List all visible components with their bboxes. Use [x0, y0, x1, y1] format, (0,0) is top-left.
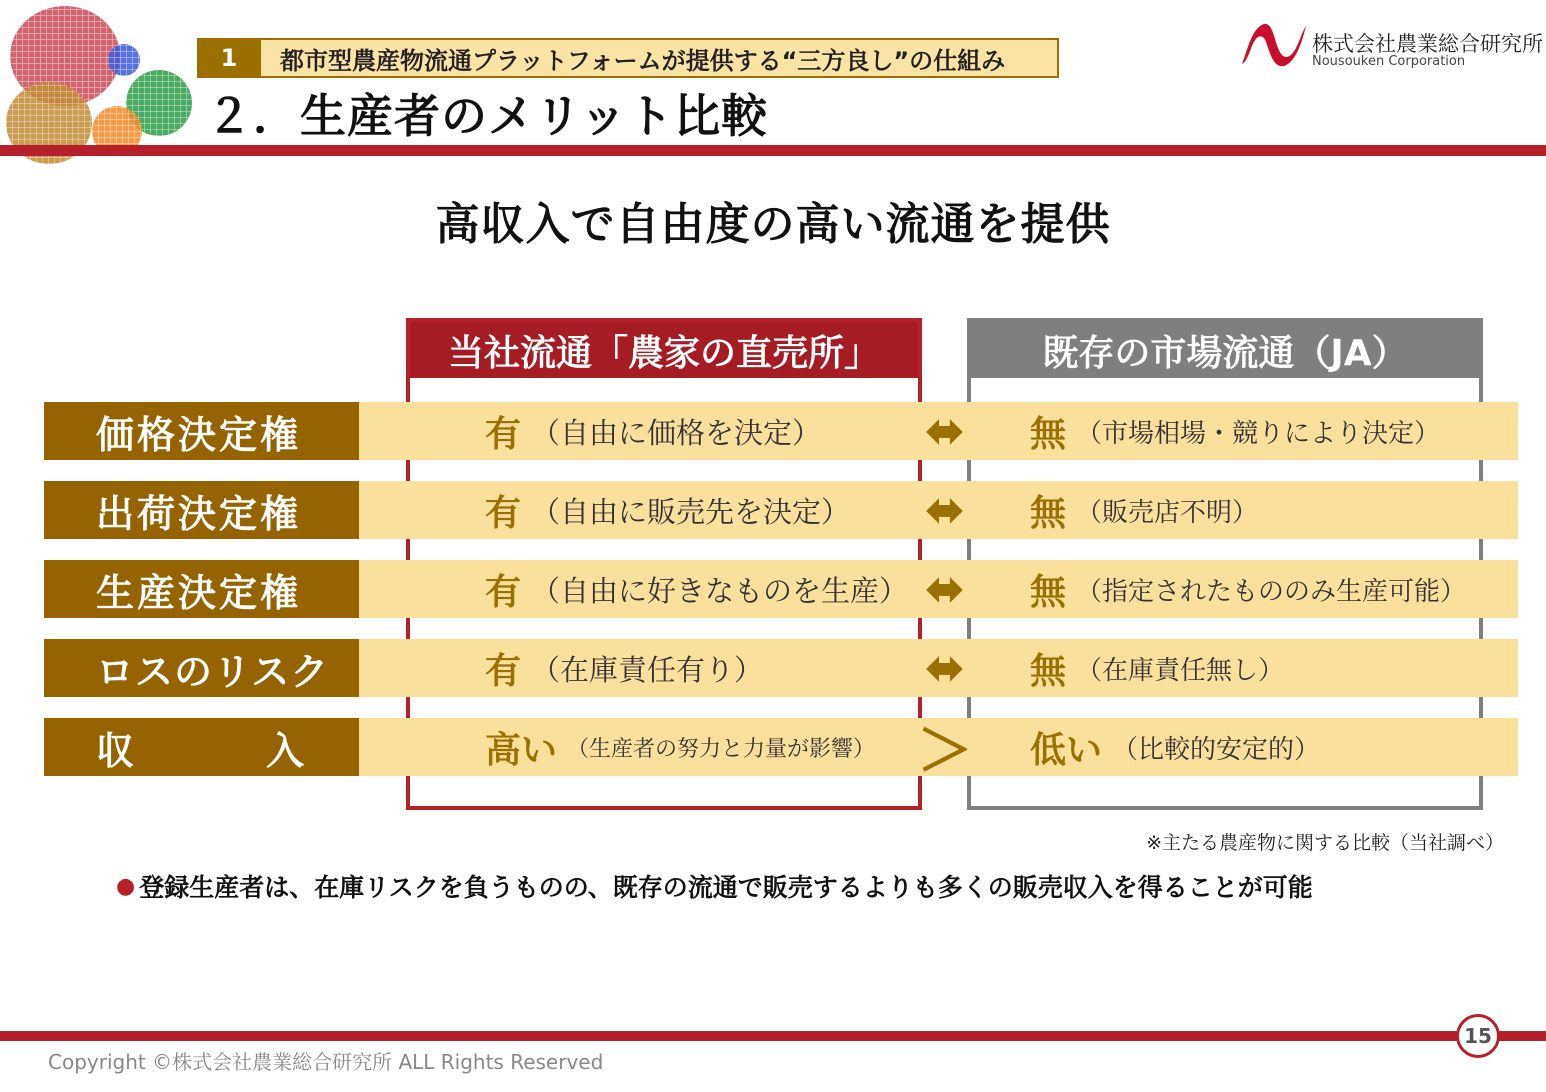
page-number: 15 [1456, 1014, 1500, 1058]
cell-note: （自由に価格を決定） [531, 415, 822, 450]
row-label-price: 価格決定権 [44, 402, 359, 460]
cell-note: （生産者の努力と力量が影響） [567, 736, 876, 762]
cell-note: （比較的安定的） [1112, 734, 1321, 765]
headline: 高収入で自由度の高い流通を提供 [435, 199, 1111, 250]
cell-note: （市場相場・競りにより決定） [1076, 418, 1441, 449]
column-ours-header: 当社流通「農家の直売所」 [410, 322, 918, 378]
cell-existing-price [1030, 402, 1440, 460]
footnote: ※主たる農産物に関する比較（当社調べ） [1146, 832, 1504, 854]
cell-ours-price [485, 402, 821, 460]
copyright: Copyright ©株式会社農業総合研究所 ALL Rights Reserved [48, 1050, 604, 1074]
double-arrow-icon: ⬌ [924, 561, 966, 617]
row-label-shipping: 出荷決定権 [44, 481, 359, 539]
section-number: 1 [197, 38, 261, 78]
cell-main: 無 [1030, 571, 1067, 613]
cell-main: 無 [1030, 492, 1067, 534]
bullet-dot-icon: ● [116, 873, 136, 899]
cell-ours-shipping [485, 481, 850, 539]
cell-existing-shipping [1030, 481, 1258, 539]
company-name-japanese: 株式会社農業総合研究所 [1312, 32, 1543, 56]
cell-existing-income [1030, 718, 1320, 776]
cell-ours-loss-risk [485, 639, 763, 697]
cell-main: 有 [485, 571, 522, 613]
cell-main: 有 [485, 492, 522, 534]
section-title: 都市型農産物流通プラットフォームが提供する“三方良し”の仕組み [280, 46, 1006, 75]
double-arrow-icon: ⬌ [924, 482, 966, 538]
footer-divider [0, 1031, 1546, 1041]
cell-note: （販売店不明） [1076, 497, 1259, 528]
cell-main: 無 [1030, 650, 1067, 692]
cell-main: 有 [485, 650, 522, 692]
cell-note: （自由に販売先を決定） [531, 494, 851, 529]
double-arrow-icon: ⬌ [924, 403, 966, 459]
cell-existing-production [1030, 560, 1466, 618]
cell-note: （在庫責任無し） [1076, 655, 1285, 686]
row-label-production: 生産決定権 [44, 560, 359, 618]
header-divider [0, 145, 1546, 156]
row-label-loss-risk: ロスのリスク [44, 639, 359, 697]
greater-than-icon: ＞ [917, 719, 973, 784]
row-label-income [44, 718, 359, 776]
company-name-english: Nousouken Corporation [1312, 54, 1466, 69]
row-label-income-right: 入 [265, 728, 307, 773]
cell-ours-production [485, 560, 908, 618]
decorative-circle-blue [108, 44, 140, 76]
cell-ours-income [485, 718, 875, 776]
cell-main: 低い [1030, 729, 1103, 771]
summary-text: 登録生産者は、在庫リスクを負うものの、既存の流通で販売するよりも多くの販売収入を得ることが可能 [139, 873, 1313, 902]
cell-main: 無 [1030, 413, 1067, 455]
page-title: ２．生産者のメリット比較 [206, 89, 769, 143]
company-logo-icon [1238, 18, 1308, 70]
summary-bullet [116, 868, 1313, 904]
cell-note: （自由に好きなものを生産） [531, 573, 909, 608]
column-existing-header: 既存の市場流通（JA） [971, 322, 1479, 378]
double-arrow-icon: ⬌ [924, 640, 966, 696]
cell-note: （在庫責任有り） [531, 652, 764, 687]
cell-main: 高い [485, 729, 558, 771]
row-label-income-left: 収 [96, 728, 138, 773]
cell-note: （指定されたもののみ生産可能） [1076, 576, 1467, 607]
cell-existing-loss-risk [1030, 639, 1284, 697]
cell-main: 有 [485, 413, 522, 455]
